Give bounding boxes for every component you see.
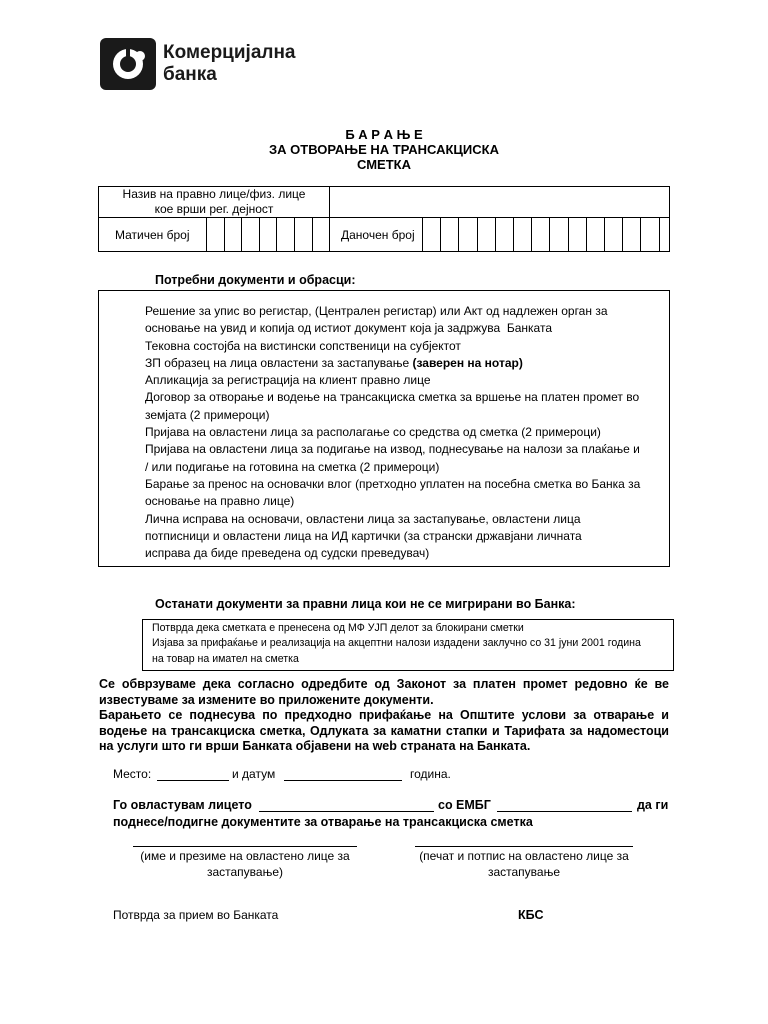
embg-label: со ЕМБГ [438,798,491,812]
tax-number-box-divider [622,218,623,251]
page-subtitle-line2: СМЕТКА [357,157,411,172]
authorize-line2: поднесе/подигне документите за отварање на трансакциска сметка [113,815,533,829]
list-item: на товар на имател на сметка [152,652,299,665]
tax-number-box-divider [513,218,514,251]
bank-logo-icon [100,38,156,90]
bank-logo [100,38,156,90]
entity-name-field[interactable] [330,187,669,217]
tax-number-label: Даночен број [341,228,415,242]
right-signature-line[interactable] [415,846,633,847]
authorize-suffix: да ги [637,798,669,812]
list-item: Пријава на овластени лица за подигање на извод, поднесување на налози за плаќање и [145,442,640,457]
bank-receipt-label: Потврда за прием во Банката [113,908,279,922]
page-subtitle-line1: ЗА ОТВОРАЊЕ НА ТРАНСАКЦИСКА [269,142,499,157]
tax-number-box-divider [568,218,569,251]
list-item: Пријава на овластени лица за располагање со средства од сметка (2 примероци) [145,425,601,440]
bank-name-line2: банка [163,64,217,85]
list-item: Барање за пренос на основачки влог (претходно уплатен на посебна сметка во Банка за [145,476,641,491]
kbs-label: КБС [518,908,544,922]
list-item: основање на увид и копија од истиот документ која ја задржува Банката [145,321,552,336]
required-docs-box [98,290,670,567]
tax-number-box-divider [604,218,605,251]
declaration-para1: Се обврзуваме дека согласно одредбите од Законот за платен промет редовно ќе ве известуваме за измените во приложените документи. [99,677,669,707]
list-item: Решение за упис во регистар, (Централен регистар) или Акт од надлежен орган за [145,304,608,318]
id-number-label: Матичен број [115,228,190,242]
bank-name-line1: Комерцијална [163,42,296,63]
declaration-text [99,677,669,755]
authorized-person-input[interactable] [259,799,434,812]
list-item: земјата (2 примероци) [145,407,270,422]
page-title: Б А Р А Њ Е [345,127,423,142]
list-item: ЗП образец на лица овластени за застапување (заверен на нотар) [145,355,523,370]
list-item: Апликација за регистрација на клиент правно лице [145,373,431,388]
other-docs-heading: Останати документи за правни лица кои не се мигрирани во Банка: [155,597,576,611]
list-item: Лична исправа на основачи, овластени лица за застапување, овластени лица [145,511,581,526]
tax-number-box-divider [640,218,641,251]
tax-number-box-divider [659,218,660,251]
date-label: и датум [232,767,276,781]
tax-number-box-divider [495,218,496,251]
applicant-info-table [98,186,670,252]
tax-number-box-divider [477,218,478,251]
tax-number-box-divider [422,218,423,251]
place-label: Место: [113,767,152,781]
bank-name [163,42,296,86]
tax-number-box-divider [531,218,532,251]
tax-number-box-divider [549,218,550,251]
date-input[interactable] [284,768,402,781]
list-item: / или подигање на готовина на сметка (2 примероци) [145,459,440,474]
tax-number-box-divider [458,218,459,251]
notary-note: (заверен на нотар) [409,355,523,370]
list-item: исправа да биде преведена од судски преведувач) [145,546,430,561]
declaration-para2: Барањето се поднесува по предходно прифаќање на Општите услови за отварање и водење на трансакциска сметка, Одлуката за каматни стапки и Тарифата за надоместоци на услуги што ги врши Банката објавени на web страната на Банката. [99,708,669,754]
list-item: Изјава за прифаќање и реализација на акцептни налози издадени заклучно со 31 јуни 2001 година [152,637,641,650]
embg-input[interactable] [497,799,632,812]
tax-number-box-divider [440,218,441,251]
other-docs-box [142,619,674,671]
other-docs-list [152,621,674,667]
authorize-label: Го овластувам лицето [113,798,252,812]
left-signature-caption: (име и презиме на овластено лице за застапување) [140,849,350,879]
tax-number-boxes[interactable] [99,218,669,251]
entity-name-label: Назив на правно лице/физ. лице кое врши рег. дејност [122,187,306,216]
required-docs-heading: Потребни документи и обрасци: [155,273,356,287]
list-item: основање на правно лице) [145,494,295,509]
tax-number-box-divider [586,218,587,251]
required-docs-list [145,303,671,562]
right-signature-caption: (печат и потпис на овластено лице за застапување [419,849,629,879]
left-signature-line[interactable] [133,846,357,847]
list-item: потписници и овластени лица на ИД картички (за странски државјани личната [145,528,582,543]
list-item: Тековна состојба на вистински сопственици на субјектот [145,338,461,353]
year-label: година. [410,767,451,781]
place-input[interactable] [157,768,229,781]
list-item: Договор за отворање и водење на трансакциска сметка за вршење на платен промет во [145,390,640,405]
list-item: Потврда дека сметката е пренесена од МФ УЈП делот за блокирани сметки [152,622,524,634]
